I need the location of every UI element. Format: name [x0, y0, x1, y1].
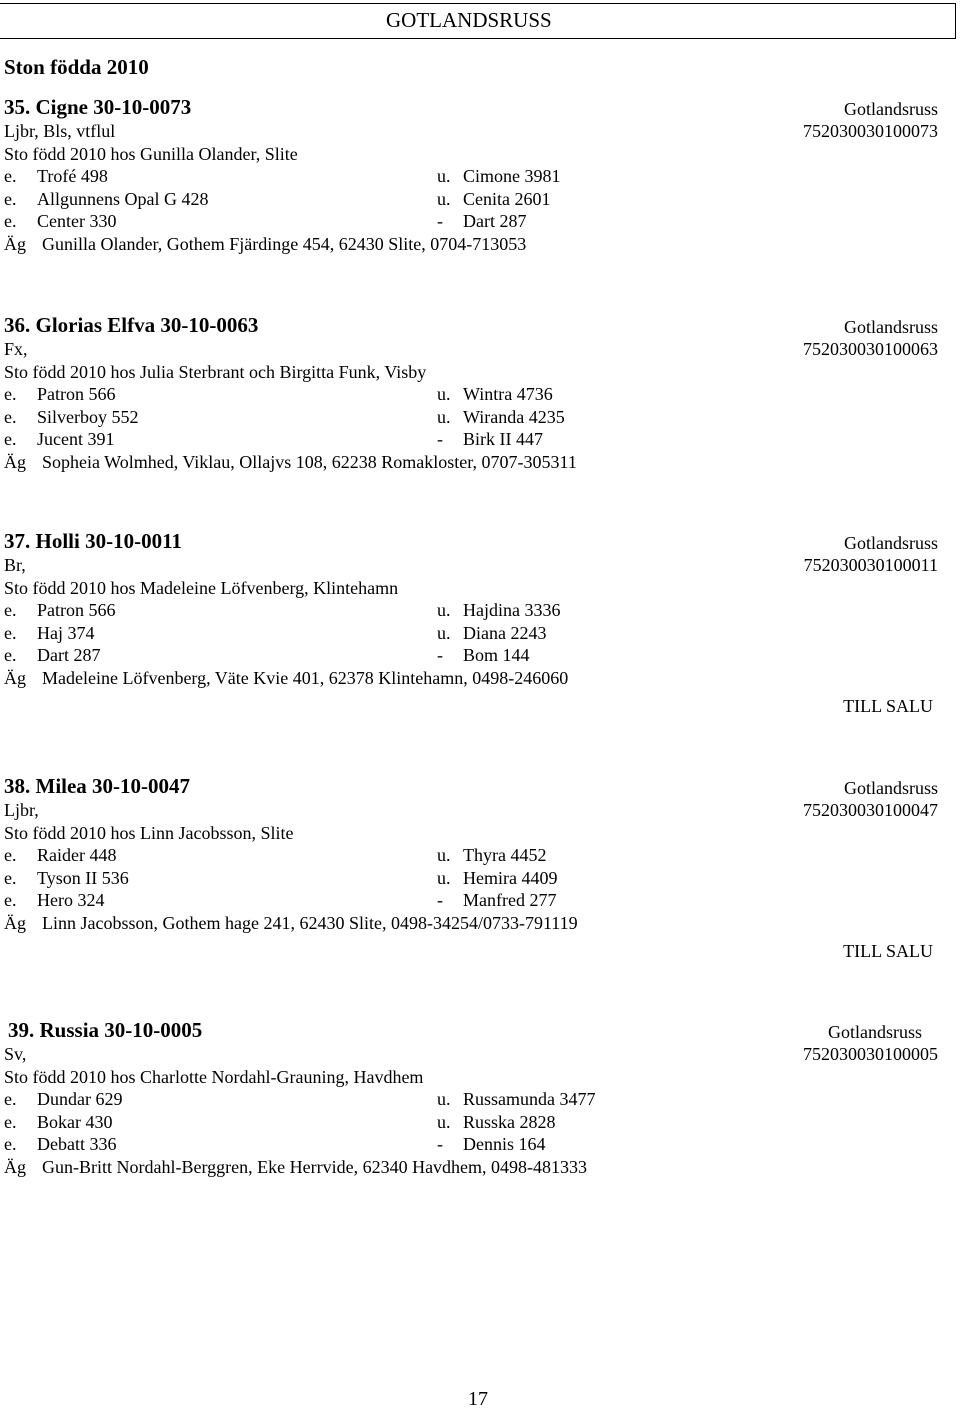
breed-label: Gotlandsruss	[844, 99, 938, 119]
pedigree-prefix: e.	[4, 166, 17, 186]
owner-row	[0, 1156, 960, 1178]
owner: Sopheia Wolmhed, Viklau, Ollajvs 108, 62238 Romakloster, 0707-305311	[42, 452, 577, 472]
sire: Patron 566	[37, 600, 116, 620]
for-sale-label: TILL SALU	[843, 696, 933, 716]
pedigree-prefix: e.	[4, 623, 17, 643]
registration-number: 752030030100073	[803, 121, 938, 141]
dam: Dart 287	[463, 211, 527, 231]
registration-number: 752030030100005	[803, 1044, 938, 1064]
for-sale-label: TILL SALU	[843, 941, 933, 961]
sire: Tyson II 536	[37, 868, 129, 888]
pedigree-row	[0, 867, 960, 889]
dam: Cenita 2601	[463, 189, 551, 209]
owner: Gunilla Olander, Gothem Fjärdinge 454, 62430 Slite, 0704-713053	[42, 234, 527, 254]
pedigree-mark: -	[437, 429, 443, 449]
breed-title: GOTLANDSRUSS	[386, 8, 552, 32]
owner-prefix: Äg	[4, 452, 26, 472]
breeder-line: Sto född 2010 hos Julia Sterbrant och Birgitta Funk, Visby	[4, 362, 427, 382]
owner-prefix: Äg	[4, 1157, 26, 1177]
pedigree-mark: u.	[437, 384, 451, 404]
dam: Hajdina 3336	[463, 600, 561, 620]
sire: Center 330	[37, 211, 117, 231]
pedigree-mark: -	[437, 645, 443, 665]
pedigree-prefix: e.	[4, 384, 17, 404]
sire: Trofé 498	[37, 166, 108, 186]
dam: Russamunda 3477	[463, 1089, 596, 1109]
horse-color: Ljbr, Bls, vtflul	[4, 121, 116, 141]
breed-label: Gotlandsruss	[844, 778, 938, 798]
pedigree-row	[0, 622, 960, 644]
pedigree-row	[0, 383, 960, 405]
horse-color: Br,	[4, 555, 26, 575]
pedigree-mark: u.	[437, 623, 451, 643]
pedigree-prefix: e.	[4, 645, 17, 665]
dam: Hemira 4409	[463, 868, 558, 888]
sire: Dart 287	[37, 645, 101, 665]
pedigree-mark: u.	[437, 407, 451, 427]
pedigree-mark: u.	[437, 1112, 451, 1132]
pedigree-prefix: e.	[4, 1134, 17, 1154]
pedigree-row	[0, 428, 960, 450]
dam: Birk II 447	[463, 429, 543, 449]
pedigree-mark: -	[437, 890, 443, 910]
registration-number: 752030030100011	[803, 555, 938, 575]
dam: Manfred 277	[463, 890, 557, 910]
horse-name: 35. Cigne 30-10-0073	[4, 95, 192, 119]
owner: Madeleine Löfvenberg, Väte Kvie 401, 62378 Klintehamn, 0498-246060	[42, 668, 569, 688]
sire: Dundar 629	[37, 1089, 123, 1109]
pedigree-mark: u.	[437, 189, 451, 209]
page-number: 17	[468, 1388, 488, 1410]
horse-color: Fx,	[4, 339, 28, 359]
breeder-line: Sto född 2010 hos Charlotte Nordahl-Grauning, Havdhem	[4, 1067, 424, 1087]
pedigree-row	[0, 1133, 960, 1155]
dam: Bom 144	[463, 645, 530, 665]
owner-prefix: Äg	[4, 234, 26, 254]
owner-row	[0, 233, 960, 255]
pedigree-mark: u.	[437, 845, 451, 865]
pedigree-prefix: e.	[4, 868, 17, 888]
sire: Bokar 430	[37, 1112, 113, 1132]
breeder-line: Sto född 2010 hos Gunilla Olander, Slite	[4, 144, 298, 164]
owner-row	[0, 451, 960, 473]
owner-row	[0, 667, 960, 689]
pedigree-mark: u.	[437, 1089, 451, 1109]
sire: Hero 324	[37, 890, 105, 910]
pedigree-mark: -	[437, 211, 443, 231]
pedigree-row	[0, 165, 960, 187]
pedigree-mark: -	[437, 1134, 443, 1154]
pedigree-row	[0, 599, 960, 621]
pedigree-mark: u.	[437, 868, 451, 888]
owner-prefix: Äg	[4, 913, 26, 933]
sire: Jucent 391	[37, 429, 115, 449]
pedigree-row	[0, 188, 960, 210]
owner-row	[0, 912, 960, 934]
horse-name: 39. Russia 30-10-0005	[8, 1018, 203, 1042]
sire: Raider 448	[37, 845, 117, 865]
pedigree-row	[0, 644, 960, 666]
horse-name: 37. Holli 30-10-0011	[4, 529, 182, 553]
horse-name: 38. Milea 30-10-0047	[4, 774, 191, 798]
pedigree-row	[0, 210, 960, 232]
horse-name: 36. Glorias Elfva 30-10-0063	[4, 313, 259, 337]
pedigree-prefix: e.	[4, 189, 17, 209]
pedigree-row	[0, 844, 960, 866]
pedigree-prefix: e.	[4, 1089, 17, 1109]
registration-number: 752030030100063	[803, 339, 938, 359]
breeder-line: Sto född 2010 hos Linn Jacobsson, Slite	[4, 823, 294, 843]
registration-number: 752030030100047	[803, 800, 938, 820]
sire: Debatt 336	[37, 1134, 117, 1154]
owner: Gun-Britt Nordahl-Berggren, Eke Herrvide, 62340 Havdhem, 0498-481333	[42, 1157, 588, 1177]
dam: Wiranda 4235	[463, 407, 565, 427]
sire: Patron 566	[37, 384, 116, 404]
pedigree-mark: u.	[437, 166, 451, 186]
owner: Linn Jacobsson, Gothem hage 241, 62430 Slite, 0498-34254/0733-791119	[42, 913, 578, 933]
pedigree-mark: u.	[437, 600, 451, 620]
horse-color: Ljbr,	[4, 800, 39, 820]
pedigree-row	[0, 889, 960, 911]
pedigree-row	[0, 406, 960, 428]
pedigree-row	[0, 1088, 960, 1110]
sire: Silverboy 552	[37, 407, 139, 427]
pedigree-row	[0, 1111, 960, 1133]
dam: Cimone 3981	[463, 166, 561, 186]
dam: Russka 2828	[463, 1112, 556, 1132]
pedigree-prefix: e.	[4, 407, 17, 427]
breed-label: Gotlandsruss	[828, 1022, 922, 1042]
pedigree-prefix: e.	[4, 600, 17, 620]
pedigree-prefix: e.	[4, 211, 17, 231]
pedigree-prefix: e.	[4, 429, 17, 449]
breed-label: Gotlandsruss	[844, 533, 938, 553]
sire: Allgunnens Opal G 428	[37, 189, 209, 209]
pedigree-prefix: e.	[4, 890, 17, 910]
dam: Dennis 164	[463, 1134, 546, 1154]
breed-label: Gotlandsruss	[844, 317, 938, 337]
sire: Haj 374	[37, 623, 95, 643]
dam: Diana 2243	[463, 623, 547, 643]
horse-color: Sv,	[4, 1044, 27, 1064]
dam: Thyra 4452	[463, 845, 547, 865]
pedigree-prefix: e.	[4, 845, 17, 865]
pedigree-prefix: e.	[4, 1112, 17, 1132]
section-heading: Ston födda 2010	[4, 55, 149, 79]
owner-prefix: Äg	[4, 668, 26, 688]
dam: Wintra 4736	[463, 384, 553, 404]
breeder-line: Sto född 2010 hos Madeleine Löfvenberg, Klintehamn	[4, 578, 399, 598]
